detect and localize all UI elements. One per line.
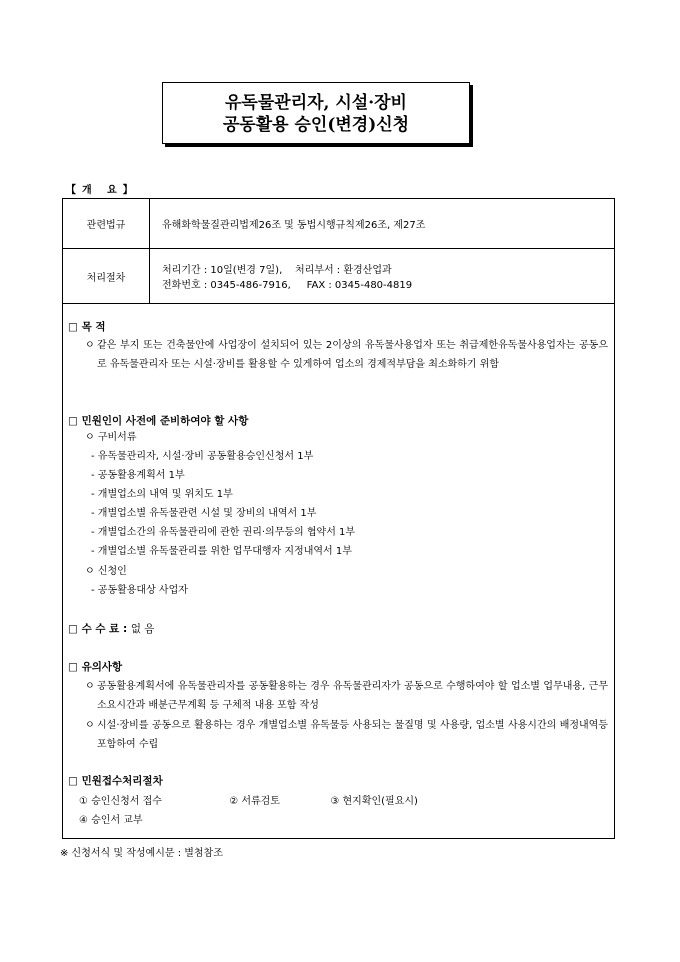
- details-box: [62, 303, 615, 839]
- procedure-line-1: 처리기간 : 10일(변경 7일), 처리부서 : 환경산업과: [162, 265, 392, 276]
- procedure-title: □ 민원접수처리절차: [68, 775, 163, 787]
- fee-value: 없 음: [130, 623, 155, 635]
- bullet-icon: ㅇ: [85, 340, 95, 351]
- procedure-step: ① 승인신청서 접수: [79, 796, 162, 807]
- bullet-icon: ㅇ: [85, 720, 95, 731]
- prep-title: □ 민원인이 사전에 준비하여야 할 사항: [68, 415, 249, 427]
- overview-row-procedure: [63, 249, 615, 304]
- procedure-value: [150, 249, 615, 304]
- doc-item: - 개별업소간의 유독물관리에 관한 권리·의무등의 협약서 1부: [91, 527, 356, 538]
- law-label: 관련법규: [63, 199, 150, 249]
- docs-label: ㅇ 구비서류: [85, 432, 137, 443]
- law-value: 유해화학물질관리법제26조 및 동법시행규칙제26조, 제27조: [150, 199, 615, 249]
- title-line-2: 공동활용 승인(변경)신청: [222, 115, 410, 135]
- overview-row-law: [63, 199, 615, 249]
- fee-row: [68, 621, 154, 636]
- overview-table: [62, 198, 615, 304]
- notes-title: □ 유의사항: [68, 661, 123, 673]
- fee-title: □ 수 수 료 :: [68, 623, 128, 635]
- procedure-steps-row-2: [79, 811, 143, 826]
- bullet-icon: ㅇ: [85, 681, 95, 692]
- doc-item: - 개별업소별 유독물관련 시설 및 장비의 내역서 1부: [91, 508, 317, 519]
- note-item-1: [85, 677, 608, 715]
- procedure-step: ④ 승인서 교부: [79, 815, 143, 826]
- procedure-line-2: 전화번호 : 0345-486-7916, FAX : 0345-480-4819: [162, 280, 413, 291]
- document-title-box: [162, 82, 470, 144]
- purpose-paragraph: [85, 336, 608, 374]
- purpose-text: 같은 부지 또는 건축물안에 사업장이 설치되어 있는 2이상의 유독물사용업자 또는 취급제한유독물사용업자는 공동으로 유독물관리자 또는 시설·장비를 활용할 수 있게하여 업소의 경제적부담을 최소화하기 위함: [97, 340, 608, 370]
- procedure-step: ③ 현지확인(필요시): [330, 796, 418, 807]
- note-item-2: [85, 716, 608, 754]
- note-text: 시설·장비를 공동으로 활용하는 경우 개별업소별 유독물등 사용되는 물질명 및 사용량, 업소별 사용시간의 배정내역등 포함하여 수립: [97, 720, 608, 750]
- note-text: 공동활용계획서에 유독물관리자를 공동활용하는 경우 유독물관리자가 공동으로 수행하여야 할 업소별 업무내용, 근무소요시간과 배분근무계획 등 구체적 내용 포함 작성: [97, 681, 608, 711]
- procedure-steps-row-1: [79, 792, 418, 807]
- procedure-step: ② 서류검토: [229, 796, 280, 807]
- applicant-label: ㅇ 신청인: [85, 566, 127, 577]
- title-line-1: 유독물관리자, 시설·장비: [225, 93, 407, 113]
- doc-item: - 유독물관리자, 시설·장비 공동활용승인신청서 1부: [91, 451, 314, 462]
- applicant-item: - 공동활용대상 사업자: [91, 585, 188, 596]
- footnote: ※ 신청서식 및 작성예시문 : 별첨참조: [60, 848, 223, 859]
- doc-item: - 공동활용계획서 1부: [91, 470, 185, 481]
- purpose-title: □ 목 적: [68, 321, 106, 333]
- doc-item: - 개별업소별 유독물관리를 위한 업무대행자 지정내역서 1부: [91, 546, 352, 557]
- procedure-label: 처리절차: [63, 249, 150, 304]
- overview-label: 【개 요】: [66, 185, 139, 196]
- doc-item: - 개별업소의 내역 및 위치도 1부: [91, 489, 233, 500]
